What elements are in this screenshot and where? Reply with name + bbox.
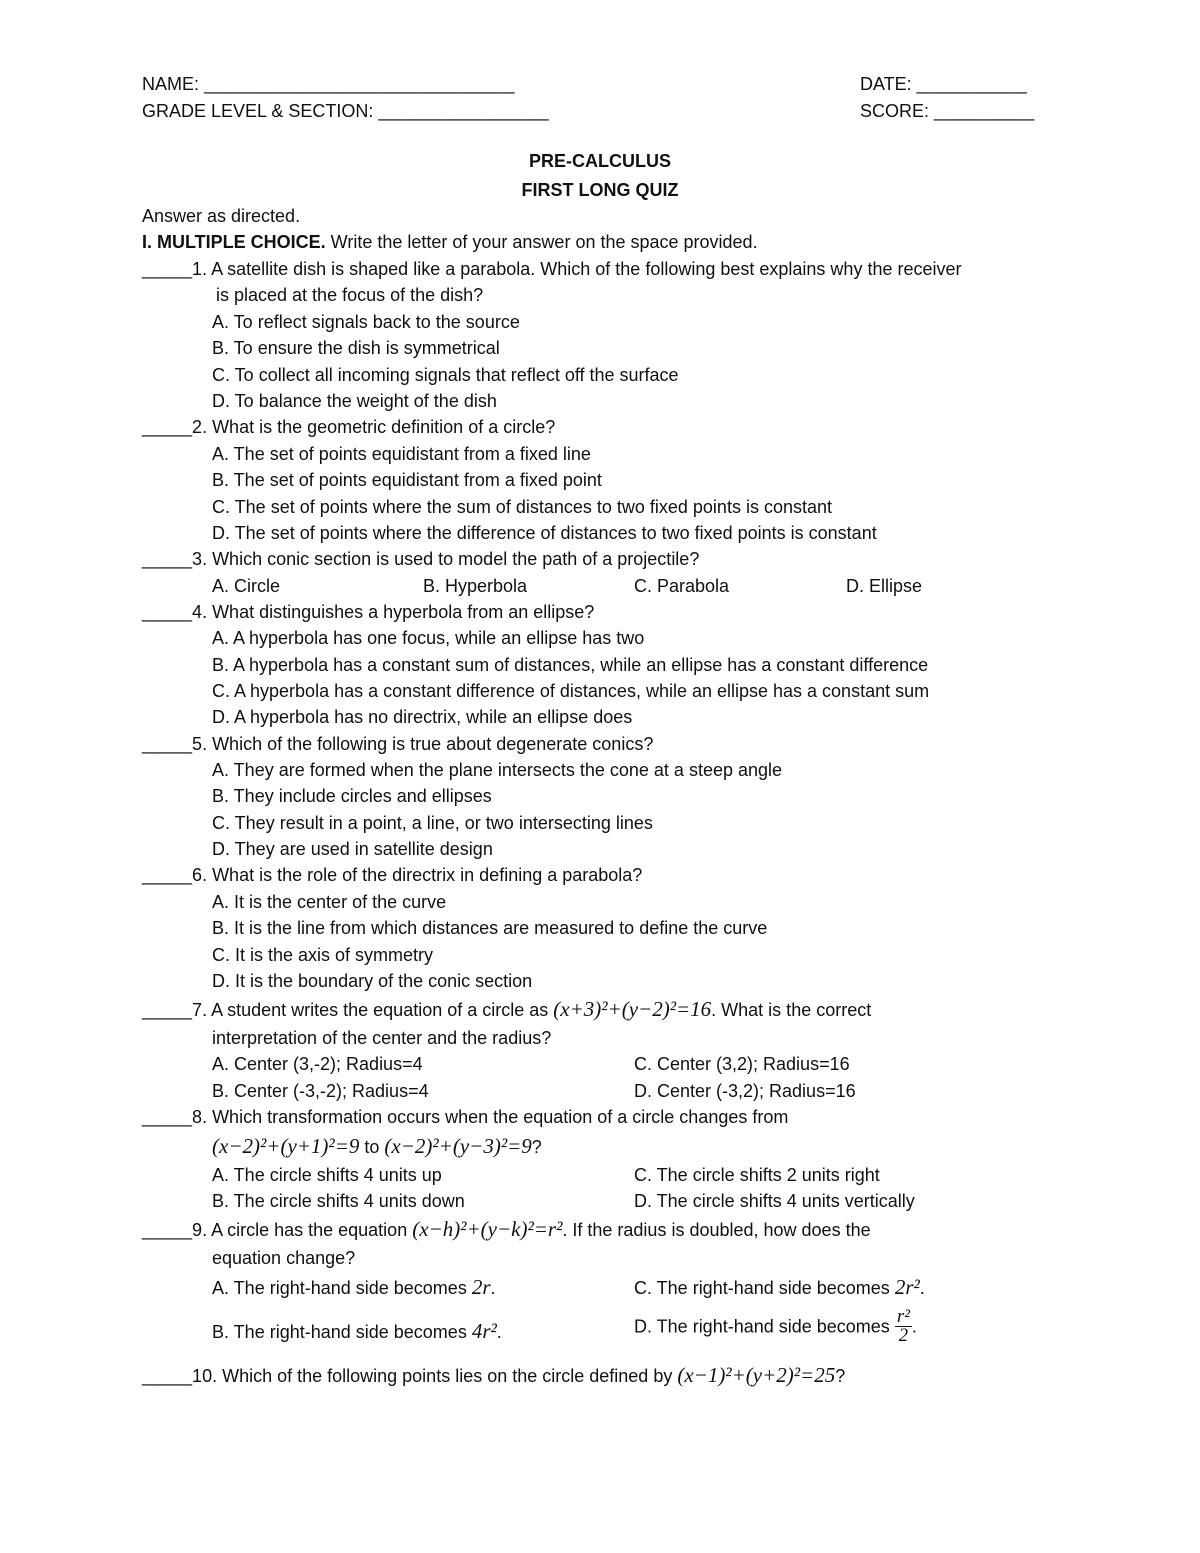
section-text: Write the letter of your answer on the space provided. [325,232,758,252]
question-9-option-c [634,1276,925,1299]
question-10-end: ? [835,1366,846,1386]
grade-section-field: GRADE LEVEL & SECTION: _________________ [142,101,549,121]
question-7-stem-post: . What is the correct [711,1000,872,1020]
question-5-option-d: D. They are used in satellite design [212,839,493,859]
question-9-option-c-text: C. The right-hand side becomes [634,1278,895,1298]
question-9-option-b-math: 4r² [471,1319,497,1343]
question-9-option-a-math: 2r [471,1275,491,1299]
question-6-option-a: A. It is the center of the curve [212,892,447,912]
question-8-stem: _____8. Which transformation occurs when the equation of a circle changes from [142,1107,789,1127]
question-1-option-d: D. To balance the weight of the dish [212,391,497,411]
question-2-option-b: B. The set of points equidistant from a fixed point [212,470,602,490]
question-1-option-a: A. To reflect signals back to the source [212,312,520,332]
question-5-option-a: A. They are formed when the plane intersects the cone at a steep angle [212,760,783,780]
question-9-stem-cont: equation change? [212,1248,356,1268]
question-7-option-b: B. Center (-3,-2); Radius=4 [212,1081,429,1101]
question-8-option-d: D. The circle shifts 4 units vertically [634,1191,915,1211]
question-4-option-d: D. A hyperbola has no directrix, while an ellipse does [212,707,633,727]
question-6-option-c: C. It is the axis of symmetry [212,945,434,965]
question-8-equation-from: (x−2)²+(y+1)²=9 [212,1134,360,1158]
question-9-option-c-period: . [919,1278,925,1298]
section-heading [142,231,758,253]
question-9-stem-pre: _____9. A circle has the equation [142,1220,413,1240]
question-6-option-d: D. It is the boundary of the conic section [212,971,533,991]
question-7-stem-cont: interpretation of the center and the radius? [212,1028,552,1048]
question-9-option-b-text: B. The right-hand side becomes [212,1322,472,1342]
fraction-denominator: 2 [898,1324,909,1346]
question-4-option-b: B. A hyperbola has a constant sum of distances, while an ellipse has a constant difference [212,655,929,675]
question-2-stem: _____2. What is the geometric definition of a circle? [142,417,556,437]
question-10-equation: (x−1)²+(y+2)²=25 [677,1363,836,1387]
question-9-equation: (x−h)²+(y−k)²=r² [412,1217,563,1241]
question-10-stem [142,1364,845,1387]
question-3-option-b: B. Hyperbola [423,576,528,596]
question-2-option-c: C. The set of points where the sum of distances to two fixed points is constant [212,497,832,517]
question-4-option-c: C. A hyperbola has a constant difference of distances, while an ellipse has a constant sum [212,681,930,701]
question-9-option-c-math: 2r² [894,1275,920,1299]
question-5-option-c: C. They result in a point, a line, or two intersecting lines [212,813,653,833]
question-3-option-c: C. Parabola [634,576,730,596]
question-9-option-a-text: A. The right-hand side becomes [212,1278,472,1298]
question-9-option-b [212,1320,502,1343]
question-4-stem: _____4. What distinguishes a hyperbola from an ellipse? [142,602,595,622]
score-field: SCORE: __________ [860,101,1035,121]
question-2-option-a: A. The set of points equidistant from a fixed line [212,444,591,464]
question-10-stem-pre: _____10. Which of the following points lies on the circle defined by [142,1366,678,1386]
question-8-equations [212,1135,542,1158]
date-field: DATE: ___________ [860,74,1027,94]
question-9-option-d [634,1305,917,1346]
question-8-end: ? [531,1137,542,1157]
question-1-stem: _____1. A satellite dish is shaped like a parabola. Which of the following best explains why the receiver [142,259,962,279]
question-8-equation-to: (x−2)²+(y−3)²=9 [384,1134,532,1158]
question-9-option-d-period: . [911,1316,917,1337]
question-9-option-d-text: D. The right-hand side becomes [634,1316,895,1337]
question-8-to: to [359,1137,385,1157]
question-8-option-c: C. The circle shifts 2 units right [634,1165,880,1185]
question-6-stem: _____6. What is the role of the directrix in defining a parabola? [142,865,643,885]
question-1-option-b: B. To ensure the dish is symmetrical [212,338,500,358]
question-3-option-a: A. Circle [212,576,281,596]
fraction-numerator: r² [896,1305,910,1327]
question-8-option-b: B. The circle shifts 4 units down [212,1191,465,1211]
question-9-option-b-period: . [496,1322,502,1342]
question-9-option-d-fraction [895,1305,912,1346]
question-1-option-c: C. To collect all incoming signals that reflect off the surface [212,365,679,385]
subject-title: PRE-CALCULUS [529,151,671,171]
question-7-option-c: C. Center (3,2); Radius=16 [634,1054,850,1074]
question-7-option-d: D. Center (-3,2); Radius=16 [634,1081,856,1101]
question-6-option-b: B. It is the line from which distances are measured to define the curve [212,918,768,938]
question-7-stem-pre: _____7. A student writes the equation of a circle as [142,1000,554,1020]
question-7-equation: (x+3)²+(y−2)²=16 [553,997,712,1021]
question-9-stem-post: . If the radius is doubled, how does the [562,1220,871,1240]
question-5-option-b: B. They include circles and ellipses [212,786,492,806]
question-7-option-a: A. Center (3,-2); Radius=4 [212,1054,423,1074]
section-title: I. MULTIPLE CHOICE. [142,232,326,252]
question-7-stem [142,998,871,1021]
question-8-option-a: A. The circle shifts 4 units up [212,1165,442,1185]
question-3-stem: _____3. Which conic section is used to model the path of a projectile? [142,549,700,569]
general-instructions: Answer as directed. [142,206,301,226]
quiz-title: FIRST LONG QUIZ [521,180,679,200]
name-field: NAME: _______________________________ [142,74,515,94]
question-2-option-d: D. The set of points where the difference of distances to two fixed points is constant [212,523,877,543]
question-1-stem-cont: is placed at the focus of the dish? [216,285,484,305]
question-9-option-a-period: . [490,1278,496,1298]
question-9-stem [142,1218,871,1241]
question-4-option-a: A. A hyperbola has one focus, while an ellipse has two [212,628,645,648]
question-5-stem: _____5. Which of the following is true about degenerate conics? [142,734,654,754]
question-9-option-a [212,1276,496,1299]
question-3-option-d: D. Ellipse [846,576,923,596]
